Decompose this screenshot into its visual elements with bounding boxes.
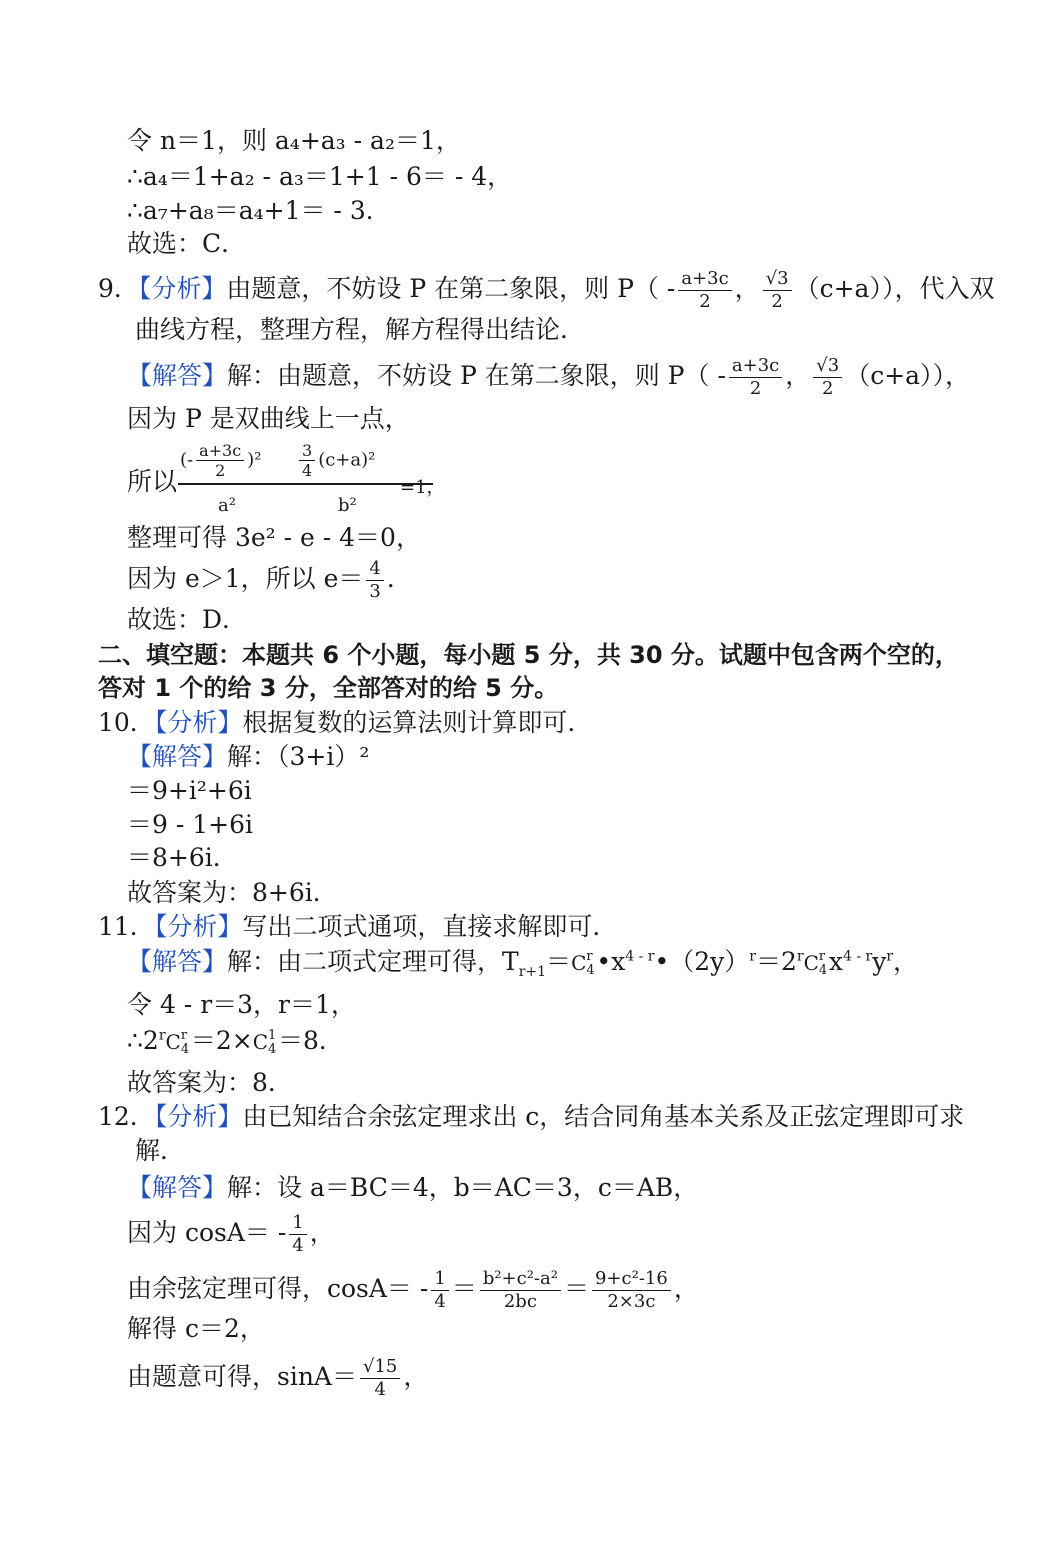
denominator: 2: [749, 378, 762, 399]
text: (c+a)²: [318, 449, 376, 471]
equation-numerator: [180, 441, 261, 480]
lower-index: 4: [818, 962, 828, 978]
superscript: r: [886, 948, 894, 965]
text-line: 曲线方程，整理方程，解方程得出结论．: [135, 315, 586, 344]
question-number: 10．: [98, 708, 155, 737]
numerator: √3: [763, 268, 792, 291]
denominator: 4: [434, 1291, 446, 1312]
fraction: [678, 268, 731, 313]
lower-index: 4: [586, 962, 595, 978]
text-line: 令 n＝1，则 a₄+a₃ - a₂＝1，: [127, 126, 461, 155]
superscript: r: [749, 948, 756, 965]
text-line: [127, 1268, 699, 1313]
text-line: 令 4 - r＝3，r＝1，: [127, 990, 356, 1019]
text-line: ＝9+i²+6i: [127, 776, 252, 805]
text-line: [127, 1026, 344, 1057]
question-number: 9．: [98, 274, 139, 303]
text-line: [127, 558, 412, 603]
superscript: r: [796, 948, 804, 965]
text-line: 故选：D．: [127, 605, 248, 634]
answer-tag: 【解答】: [127, 742, 228, 771]
text-line: 解得 c＝2，: [127, 1314, 265, 1343]
text: ＝2: [755, 947, 797, 976]
text: ，: [893, 947, 919, 976]
text: ＝8．: [278, 1026, 344, 1055]
fraction-bar: [178, 483, 433, 485]
numerator: a+3c: [729, 355, 782, 378]
text-line: ∴a₇+a₈＝a₄+1＝ - 3．: [127, 196, 391, 225]
numerator: b²+c²-a²: [480, 1268, 561, 1291]
numerator: √3: [813, 355, 842, 378]
section-heading: 二、填空题：本题共 6 个小题，每小题 5 分，共 30 分。试题中包含两个空的，: [98, 641, 959, 669]
text: •（2y）: [654, 947, 750, 976]
upper-index: 1: [268, 1027, 277, 1043]
text: ，: [403, 1362, 429, 1391]
text: 解：由题意，不妨设 P 在第二象限，则 P（ -: [227, 361, 726, 390]
q11-analysis-line: [98, 912, 617, 942]
text-line: 因为 P 是双曲线上一点，: [127, 404, 410, 433]
text-line: ∴a₄＝1+a₂ - a₃＝1+1 - 6＝ - 4，: [127, 162, 513, 191]
superscript: 4 - r: [842, 948, 873, 965]
equation-numerator-2: [296, 441, 375, 480]
text: （c+a）），: [845, 361, 971, 390]
q9-analysis-line: [98, 268, 994, 313]
denominator: a²: [218, 495, 236, 516]
fraction: [763, 268, 792, 313]
text: 写出二项式通项，直接求解即可．: [242, 912, 618, 941]
combination-indices: [180, 1027, 191, 1057]
text-line: 解．: [135, 1136, 186, 1165]
fraction: [431, 1268, 448, 1313]
superscript: 4 - r: [625, 948, 655, 965]
text: ，: [734, 274, 760, 303]
text-line: ＝9 - 1+6i: [127, 810, 254, 839]
q10-answer-line: [127, 742, 369, 772]
text: 由余弦定理可得，cosA＝ -: [127, 1274, 429, 1303]
answer-tag: 【解答】: [127, 947, 228, 976]
text: 由题意，不妨设 P 在第二象限，则 P（ -: [226, 274, 676, 303]
text: 因为 e＞1，所以 e＝: [127, 564, 364, 593]
text: ．: [386, 564, 412, 593]
upper-index: r: [586, 948, 593, 964]
denominator: 2: [215, 461, 226, 480]
combination-symbol: C: [571, 951, 587, 975]
combination-indices: [268, 1027, 278, 1057]
text: 由已知结合余弦定理求出 c，结合同角基本关系及正弦定理即可求: [242, 1102, 965, 1131]
numerator: 4: [366, 558, 383, 581]
combination-symbol: C: [165, 1030, 181, 1054]
numerator: a+3c: [678, 268, 731, 291]
denominator: 4: [292, 1235, 304, 1256]
question-number: 11．: [98, 912, 155, 941]
denominator: 2: [699, 291, 711, 312]
fraction: [196, 441, 244, 480]
minus-sign: -: [286, 473, 293, 494]
q11-answer-line: [127, 947, 918, 978]
denominator: b²: [338, 495, 357, 516]
text: ＝: [563, 1274, 589, 1303]
combination-indices: [586, 948, 596, 978]
combination-symbol: C: [252, 1030, 268, 1054]
question-number: 12．: [98, 1102, 155, 1131]
answer-tag: 【解答】: [127, 361, 228, 390]
q12-analysis-line: [98, 1102, 964, 1132]
combination-indices: [818, 948, 829, 978]
q9-answer-line: [127, 355, 970, 400]
text: 由题意可得，sinA＝: [127, 1362, 357, 1391]
text: ∴2: [127, 1026, 159, 1055]
denominator: 4: [374, 1379, 386, 1400]
numerator: 3: [299, 441, 315, 461]
hyperbola-equation: [178, 437, 445, 522]
text-line: ＝8+6i．: [127, 843, 238, 872]
lower-index: 4: [180, 1041, 190, 1057]
analysis-tag: 【分析】: [154, 912, 243, 941]
text: x: [828, 947, 843, 976]
answer-tag: 【解答】: [127, 1173, 228, 1202]
fraction: [360, 1356, 400, 1401]
fraction: [366, 558, 383, 603]
fraction: [813, 355, 842, 400]
analysis-tag: 【分析】: [154, 708, 243, 737]
analysis-tag: 【分析】: [154, 1102, 243, 1131]
text-line: 故答案为：8．: [127, 1068, 293, 1097]
text-line: 所以: [127, 467, 178, 496]
denominator: 2: [771, 291, 783, 312]
denominator: 2: [822, 378, 834, 399]
section-heading: 答对 1 个的给 3 分，全部答对的给 5 分。: [98, 674, 559, 702]
text: ，: [673, 1274, 699, 1303]
text: 解：由二项式定理可得，T: [227, 947, 519, 976]
text-line: 故选：C．: [127, 229, 247, 258]
fraction: [289, 1212, 306, 1257]
numerator: 1: [431, 1268, 448, 1291]
upper-index: r: [180, 1027, 188, 1043]
text: ，: [785, 361, 811, 390]
combination-symbol: C: [803, 951, 819, 975]
text: 因为 cosA＝ -: [127, 1218, 287, 1247]
text: (-: [180, 449, 194, 471]
fraction: [480, 1268, 561, 1313]
upper-index: r: [818, 948, 826, 964]
numerator: 9+c²-16: [592, 1268, 671, 1291]
lower-index: 4: [268, 1041, 277, 1057]
fraction: [299, 441, 315, 480]
text: )²: [247, 449, 262, 471]
text-line: 整理可得 3e² - e - 4＝0，: [127, 523, 421, 552]
text-line: 故答案为：8+6i．: [127, 878, 338, 907]
denominator: 2×3c: [607, 1291, 656, 1312]
text: ，: [309, 1218, 335, 1247]
equation-rhs: =1，: [400, 477, 445, 498]
q12-answer-line: [127, 1173, 698, 1203]
fraction: [729, 355, 782, 400]
denominator: 2bc: [503, 1291, 537, 1312]
analysis-tag: 【分析】: [138, 274, 227, 303]
text: （c+a）），代入双: [794, 274, 995, 303]
text: 根据复数的运算法则计算即可．: [242, 708, 593, 737]
text: •x: [596, 947, 626, 976]
text: ＝: [451, 1274, 477, 1303]
numerator: a+3c: [196, 441, 244, 461]
text-line: [127, 1212, 335, 1257]
numerator: √15: [360, 1356, 400, 1379]
fraction: [592, 1268, 671, 1313]
text: ＝: [546, 947, 572, 976]
numerator: 1: [289, 1212, 306, 1235]
subscript: r+1: [518, 964, 547, 980]
text: ＝2×: [190, 1026, 253, 1055]
text: y: [872, 947, 887, 976]
denominator: 4: [302, 461, 313, 480]
text-line: [127, 1356, 428, 1401]
q10-analysis-line: [98, 708, 592, 738]
denominator: 3: [369, 581, 381, 602]
text: 解：（3+i）²: [227, 742, 370, 771]
text: 解：设 a＝BC＝4，b＝AC＝3，c＝AB，: [227, 1173, 699, 1202]
superscript: r: [158, 1027, 166, 1044]
